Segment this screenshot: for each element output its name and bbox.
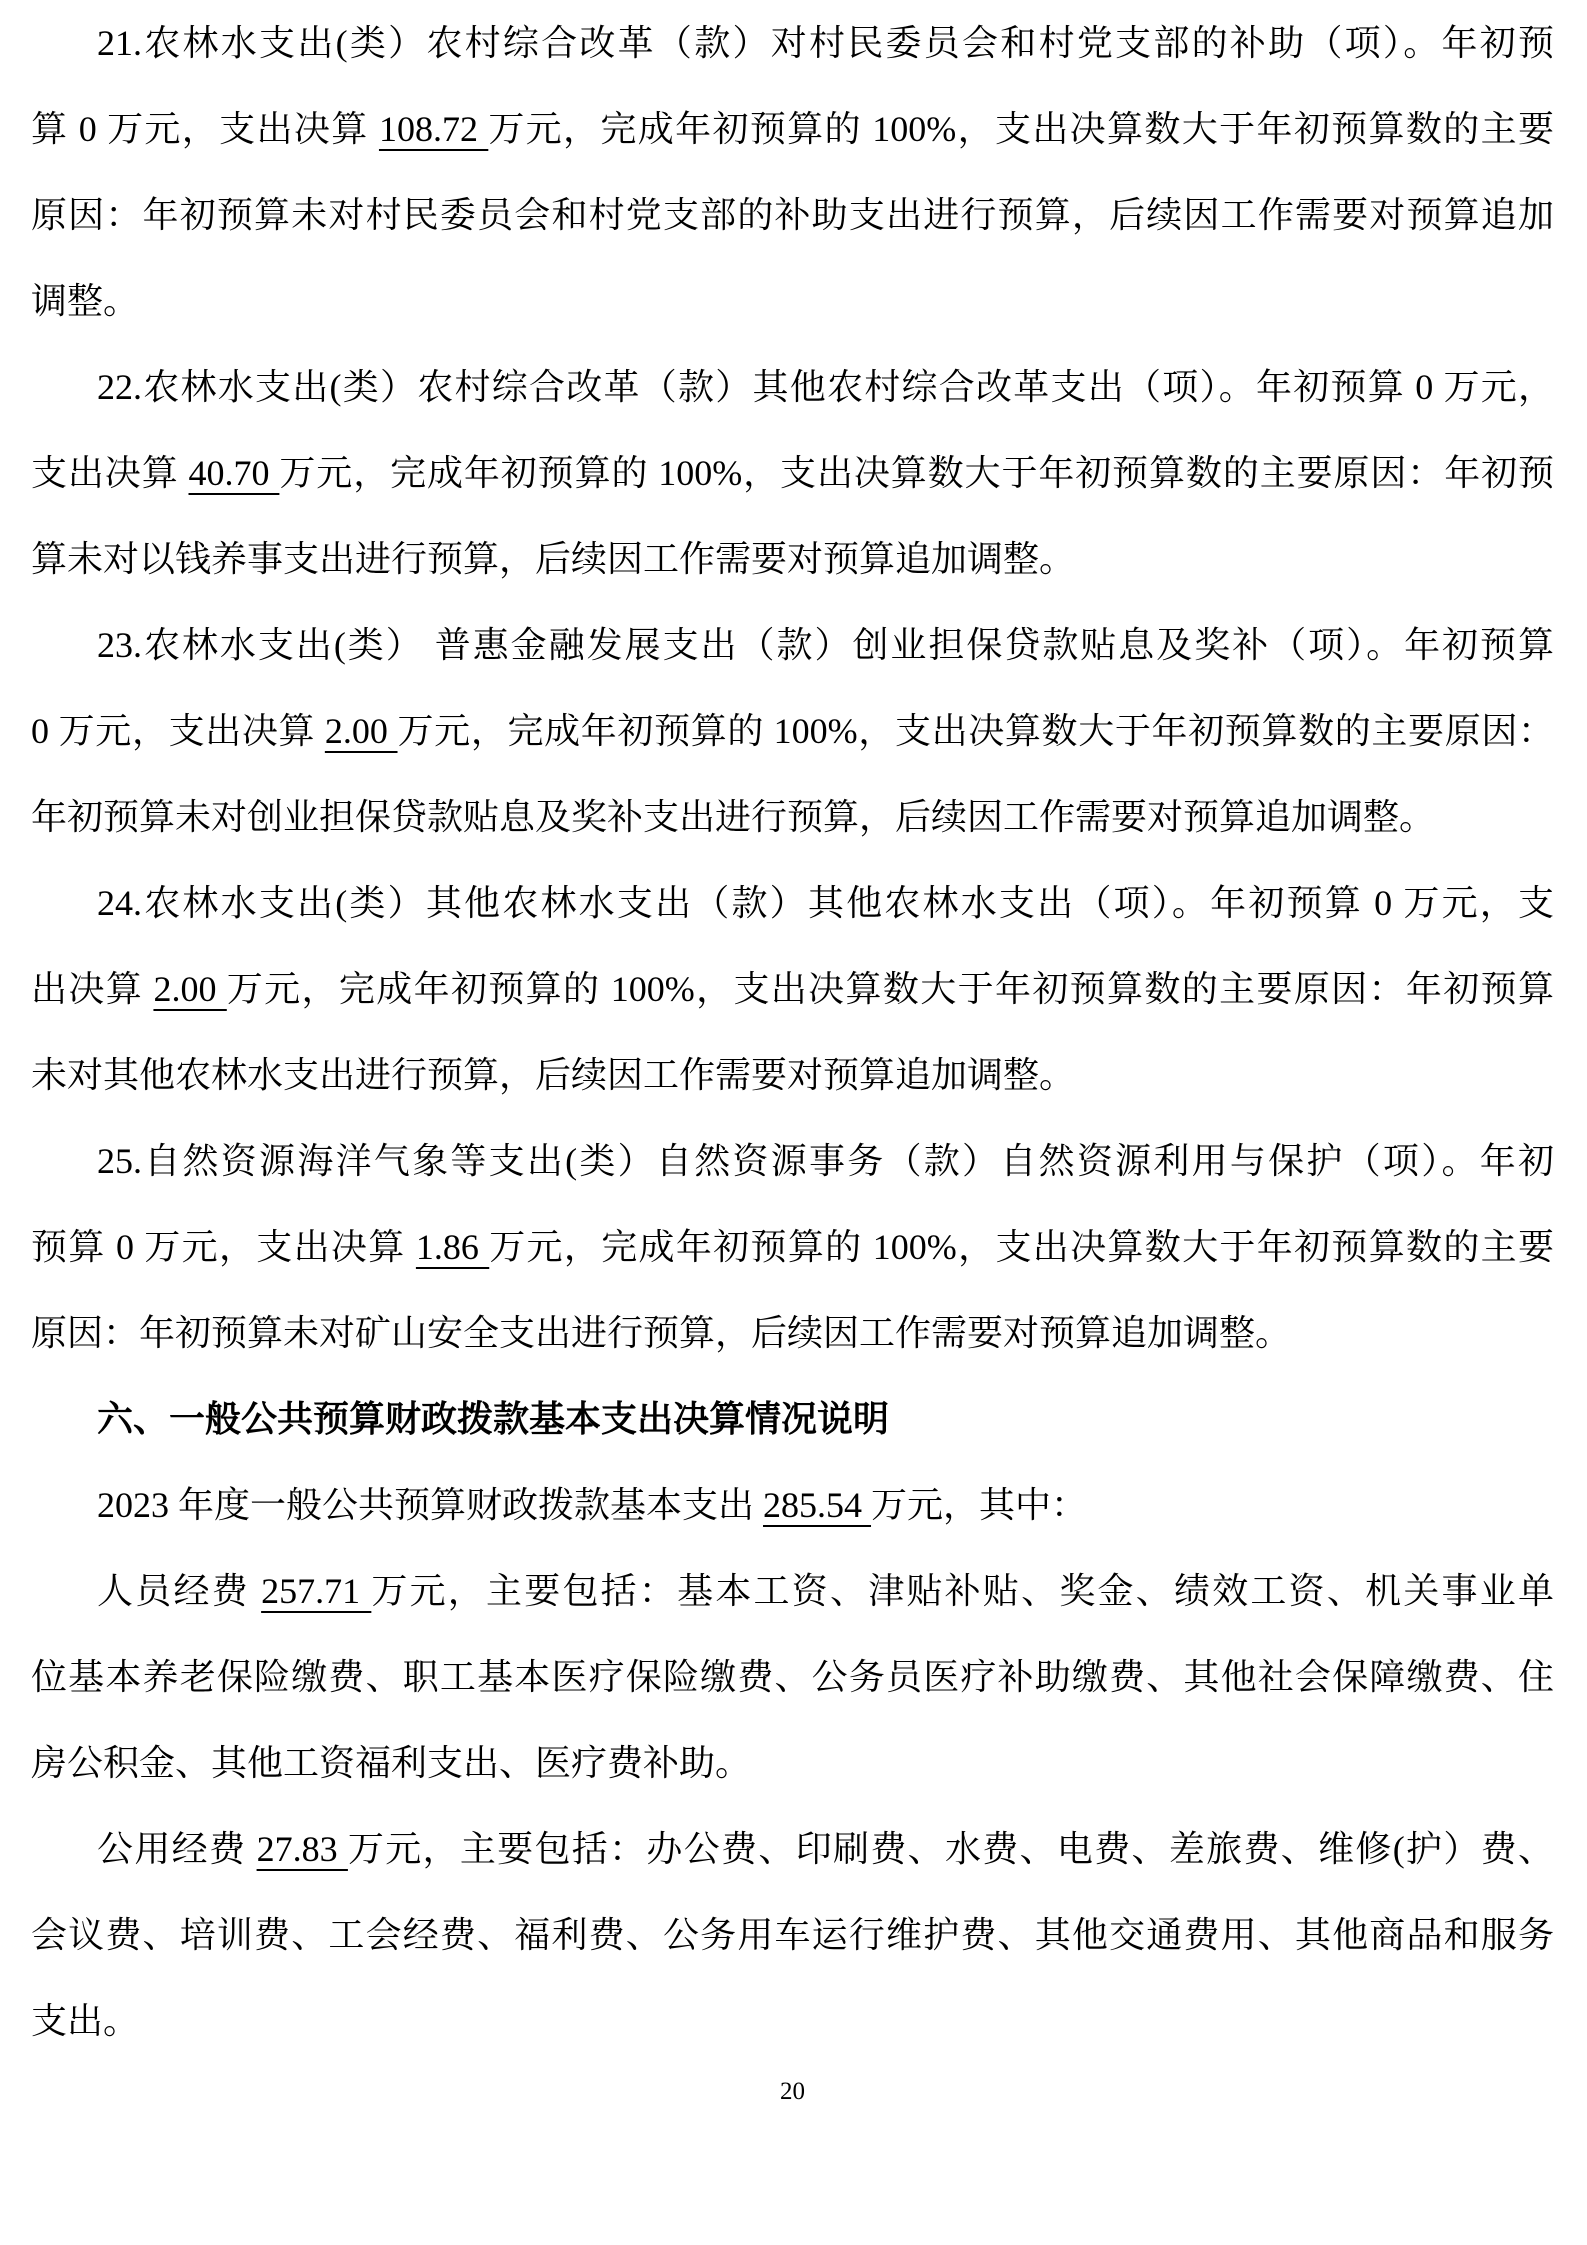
text-line: [31, 86, 1554, 172]
text-line: [31, 258, 1554, 344]
text-segment: 万元，完成年初预算的 100%，支出决算数大于年初预算数的主要原因：年初预: [279, 453, 1554, 493]
text-line: [31, 602, 1554, 688]
text-segment: 万元，完成年初预算的 100%，支出决算数大于年初预算数的主要: [489, 1227, 1554, 1267]
text-segment: 25.自然资源海洋气象等支出(类）自然资源事务（款）自然资源利用与保护（项）。年初: [97, 1141, 1554, 1181]
text-segment: 预算 0 万元，支出决算: [31, 1227, 416, 1267]
text-segment: 未对其他农林水支出进行预算，后续因工作需要对预算追加调整。: [31, 1055, 1076, 1095]
section-heading: [31, 1376, 1554, 1462]
text-line: [31, 172, 1554, 258]
underlined-amount: 108.72: [378, 109, 489, 149]
text-segment: 公用经费: [97, 1829, 257, 1869]
text-line: [31, 1118, 1554, 1204]
text-line: [31, 344, 1554, 430]
text-segment: 年初预算未对创业担保贷款贴息及奖补支出进行预算，后续因工作需要对预算追加调整。: [31, 797, 1436, 837]
page-number: 20: [780, 2078, 805, 2105]
document-content: [31, 0, 1554, 2064]
text-segment: 会议费、培训费、工会经费、福利费、公务用车运行维护费、其他交通费用、其他商品和服务: [31, 1915, 1554, 1955]
text-line: [31, 1978, 1554, 2064]
text-segment: 出决算: [31, 969, 154, 1009]
text-line: [31, 946, 1554, 1032]
text-line: [31, 774, 1554, 860]
text-segment: 人员经费: [97, 1571, 262, 1611]
text-line: [31, 1462, 1554, 1548]
text-segment: 调整。: [31, 281, 140, 321]
text-segment: 原因：年初预算未对村民委员会和村党支部的补助支出进行预算，后续因工作需要对预算追加: [31, 195, 1554, 235]
text-segment: 22.农林水支出(类）农村综合改革（款）其他农村综合改革支出（项）。年初预算 0 万元，: [97, 367, 1554, 407]
text-segment: 六、一般公共预算财政拨款基本支出决算情况说明: [97, 1398, 890, 1439]
text-segment: 支出决算: [31, 453, 189, 493]
text-line: [31, 1806, 1554, 1892]
text-line: [31, 1204, 1554, 1290]
text-segment: 支出。: [31, 2001, 140, 2041]
text-segment: 24.农林水支出(类）其他农林水支出（款）其他农林水支出（项）。年初预算 0 万元，支: [97, 883, 1554, 923]
underlined-amount: 2.00: [153, 969, 227, 1009]
underlined-amount: 27.83: [256, 1829, 348, 1869]
text-segment: 万元，完成年初预算的 100%，支出决算数大于年初预算数的主要: [488, 109, 1554, 149]
text-line: [31, 516, 1554, 602]
text-line: [31, 430, 1554, 516]
text-segment: 万元，主要包括：基本工资、津贴补贴、奖金、绩效工资、机关事业单: [371, 1571, 1554, 1611]
text-segment: 0 万元，支出决算: [31, 711, 325, 751]
text-line: [31, 688, 1554, 774]
text-segment: 位基本养老保险缴费、职工基本医疗保险缴费、公务员医疗补助缴费、其他社会保障缴费、住: [31, 1657, 1554, 1697]
underlined-amount: 40.70: [188, 453, 280, 493]
underlined-amount: 285.54: [763, 1485, 872, 1525]
text-line: [31, 1548, 1554, 1634]
text-segment: 万元，完成年初预算的 100%，支出决算数大于年初预算数的主要原因：: [397, 711, 1554, 751]
text-line: [31, 1290, 1554, 1376]
text-line: [31, 0, 1554, 86]
text-segment: 万元，主要包括：办公费、印刷费、水费、电费、差旅费、维修(护）费、: [347, 1829, 1554, 1869]
text-segment: 23.农林水支出(类） 普惠金融发展支出（款）创业担保贷款贴息及奖补（项）。年初预算: [97, 625, 1554, 665]
text-line: [31, 1892, 1554, 1978]
text-segment: 算未对以钱养事支出进行预算，后续因工作需要对预算追加调整。: [31, 539, 1076, 579]
text-line: [31, 1032, 1554, 1118]
underlined-amount: 2.00: [324, 711, 398, 751]
text-segment: 21.农林水支出(类）农村综合改革（款）对村民委员会和村党支部的补助（项）。年初预: [97, 23, 1554, 63]
text-line: [31, 1720, 1554, 1806]
text-segment: 万元，其中：: [871, 1485, 1088, 1525]
text-segment: 算 0 万元，支出决算: [31, 109, 379, 149]
underlined-amount: 257.71: [261, 1571, 372, 1611]
text-segment: 万元，完成年初预算的 100%，支出决算数大于年初预算数的主要原因：年初预算: [226, 969, 1554, 1009]
text-segment: 原因：年初预算未对矿山安全支出进行预算，后续因工作需要对预算追加调整。: [31, 1313, 1292, 1353]
text-line: [31, 860, 1554, 946]
text-segment: 房公积金、其他工资福利支出、医疗费补助。: [31, 1743, 752, 1783]
text-segment: 2023 年度一般公共预算财政拨款基本支出: [97, 1485, 764, 1525]
underlined-amount: 1.86: [415, 1227, 490, 1267]
text-line: [31, 1634, 1554, 1720]
